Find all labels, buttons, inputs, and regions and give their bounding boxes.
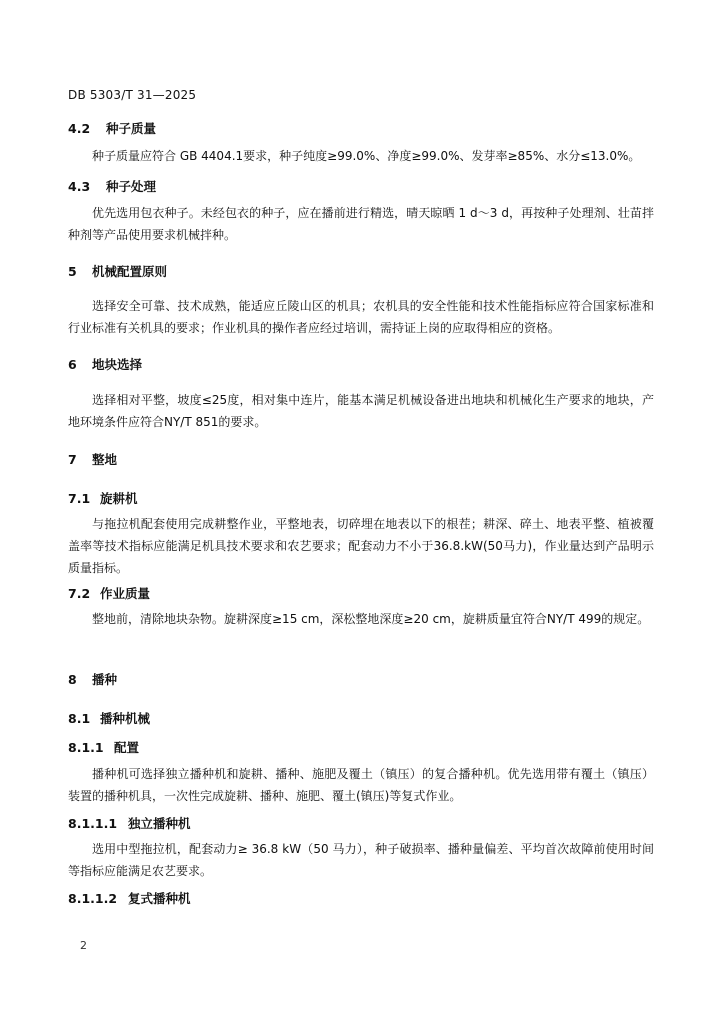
paragraph-field-selection: 选择相对平整，坡度≤25度，相对集中连片，能基本满足机械设备进出地块和机械化生产要求的地块，产地环境条件应符合NY/T 851的要求。 xyxy=(68,393,654,429)
section-title: 复式播种机 xyxy=(128,891,191,906)
section-heading-8-1-1-2 xyxy=(68,889,191,907)
section-heading-8-1 xyxy=(68,709,150,727)
section-heading-8-1-1-1 xyxy=(68,814,191,832)
section-number: 8.1.1 xyxy=(68,740,104,755)
section-title: 地块选择 xyxy=(92,357,143,372)
section-number: 4.3 xyxy=(68,179,91,194)
paragraph-configuration: 播种机可选择独立播种机和旋耕、播种、施肥及覆土（镇压）的复合播种机。优先选用带有覆土（镇压）装置的播种机具，一次性完成旋耕、播种、施肥、覆土(镇压)等复式作业。 xyxy=(68,767,654,803)
paragraph-machine-principles: 选择安全可靠、技术成熟，能适应丘陵山区的机具；农机具的安全性能和技术性能指标应符合国家标准和行业标准有关机具的要求；作业机具的操作者应经过培训，需持证上岗的应取得相应的资格。 xyxy=(68,299,654,335)
section-number: 8.1 xyxy=(68,711,91,726)
standard-code: DB 5303/T 31—2025 xyxy=(68,88,197,102)
section-heading-4-2 xyxy=(68,119,156,137)
section-heading-6 xyxy=(68,355,142,373)
section-heading-7-2 xyxy=(68,584,150,602)
paragraph-rotary-tiller: 与拖拉机配套使用完成耕整作业，平整地表，切碎埋在地表以下的根茬；耕深、碎土、地表平整、植被覆盖率等技术指标应能满足机具技术要求和农艺要求；配套动力不小于36.8.kW(50马力)，作业量达到产品明示质量指标。 xyxy=(68,517,654,575)
section-heading-5 xyxy=(68,262,167,280)
section-number: 5 xyxy=(68,264,77,279)
section-heading-7 xyxy=(68,450,117,468)
section-number: 7.2 xyxy=(68,586,91,601)
paragraph-independent-seeder: 选用中型拖拉机，配套动力≥ 36.8 kW（50 马力），种子破损率、播种量偏差、平均首次故障前使用时间等指标应能满足农艺要求。 xyxy=(68,842,654,878)
page-number: 2 xyxy=(80,939,87,952)
section-title: 播种机械 xyxy=(100,711,151,726)
section-number: 7 xyxy=(68,452,77,467)
section-title: 种子质量 xyxy=(106,121,157,136)
section-title: 旋耕机 xyxy=(100,491,138,506)
paragraph-operation-quality: 整地前，清除地块杂物。旋耕深度≥15 cm，深松整地深度≥20 cm，旋耕质量宜符合NY/T 499的规定。 xyxy=(92,612,650,626)
section-heading-8 xyxy=(68,670,117,688)
section-title: 播种 xyxy=(92,672,118,687)
section-title: 机械配置原则 xyxy=(92,264,168,279)
section-title: 整地 xyxy=(92,452,118,467)
section-number: 8.1.1.1 xyxy=(68,816,118,831)
section-heading-7-1 xyxy=(68,489,138,507)
section-number: 7.1 xyxy=(68,491,91,506)
section-number: 8.1.1.2 xyxy=(68,891,118,906)
section-heading-8-1-1 xyxy=(68,738,139,756)
section-title: 独立播种机 xyxy=(128,816,191,831)
paragraph-seed-treatment: 优先选用包衣种子。未经包衣的种子，应在播前进行精选，晴天晾晒 1 d～3 d，再按种子处理剂、壮苗拌种剂等产品使用要求机械拌种。 xyxy=(68,206,654,242)
section-number: 6 xyxy=(68,357,77,372)
paragraph-seed-quality: 种子质量应符合 GB 4404.1要求，种子纯度≥99.0%、净度≥99.0%、发芽率≥85%、水分≤13.0%。 xyxy=(92,149,641,163)
section-title: 种子处理 xyxy=(106,179,157,194)
section-title: 作业质量 xyxy=(100,586,151,601)
section-number: 4.2 xyxy=(68,121,91,136)
section-number: 8 xyxy=(68,672,77,687)
section-heading-4-3 xyxy=(68,177,156,195)
section-title: 配置 xyxy=(114,740,140,755)
